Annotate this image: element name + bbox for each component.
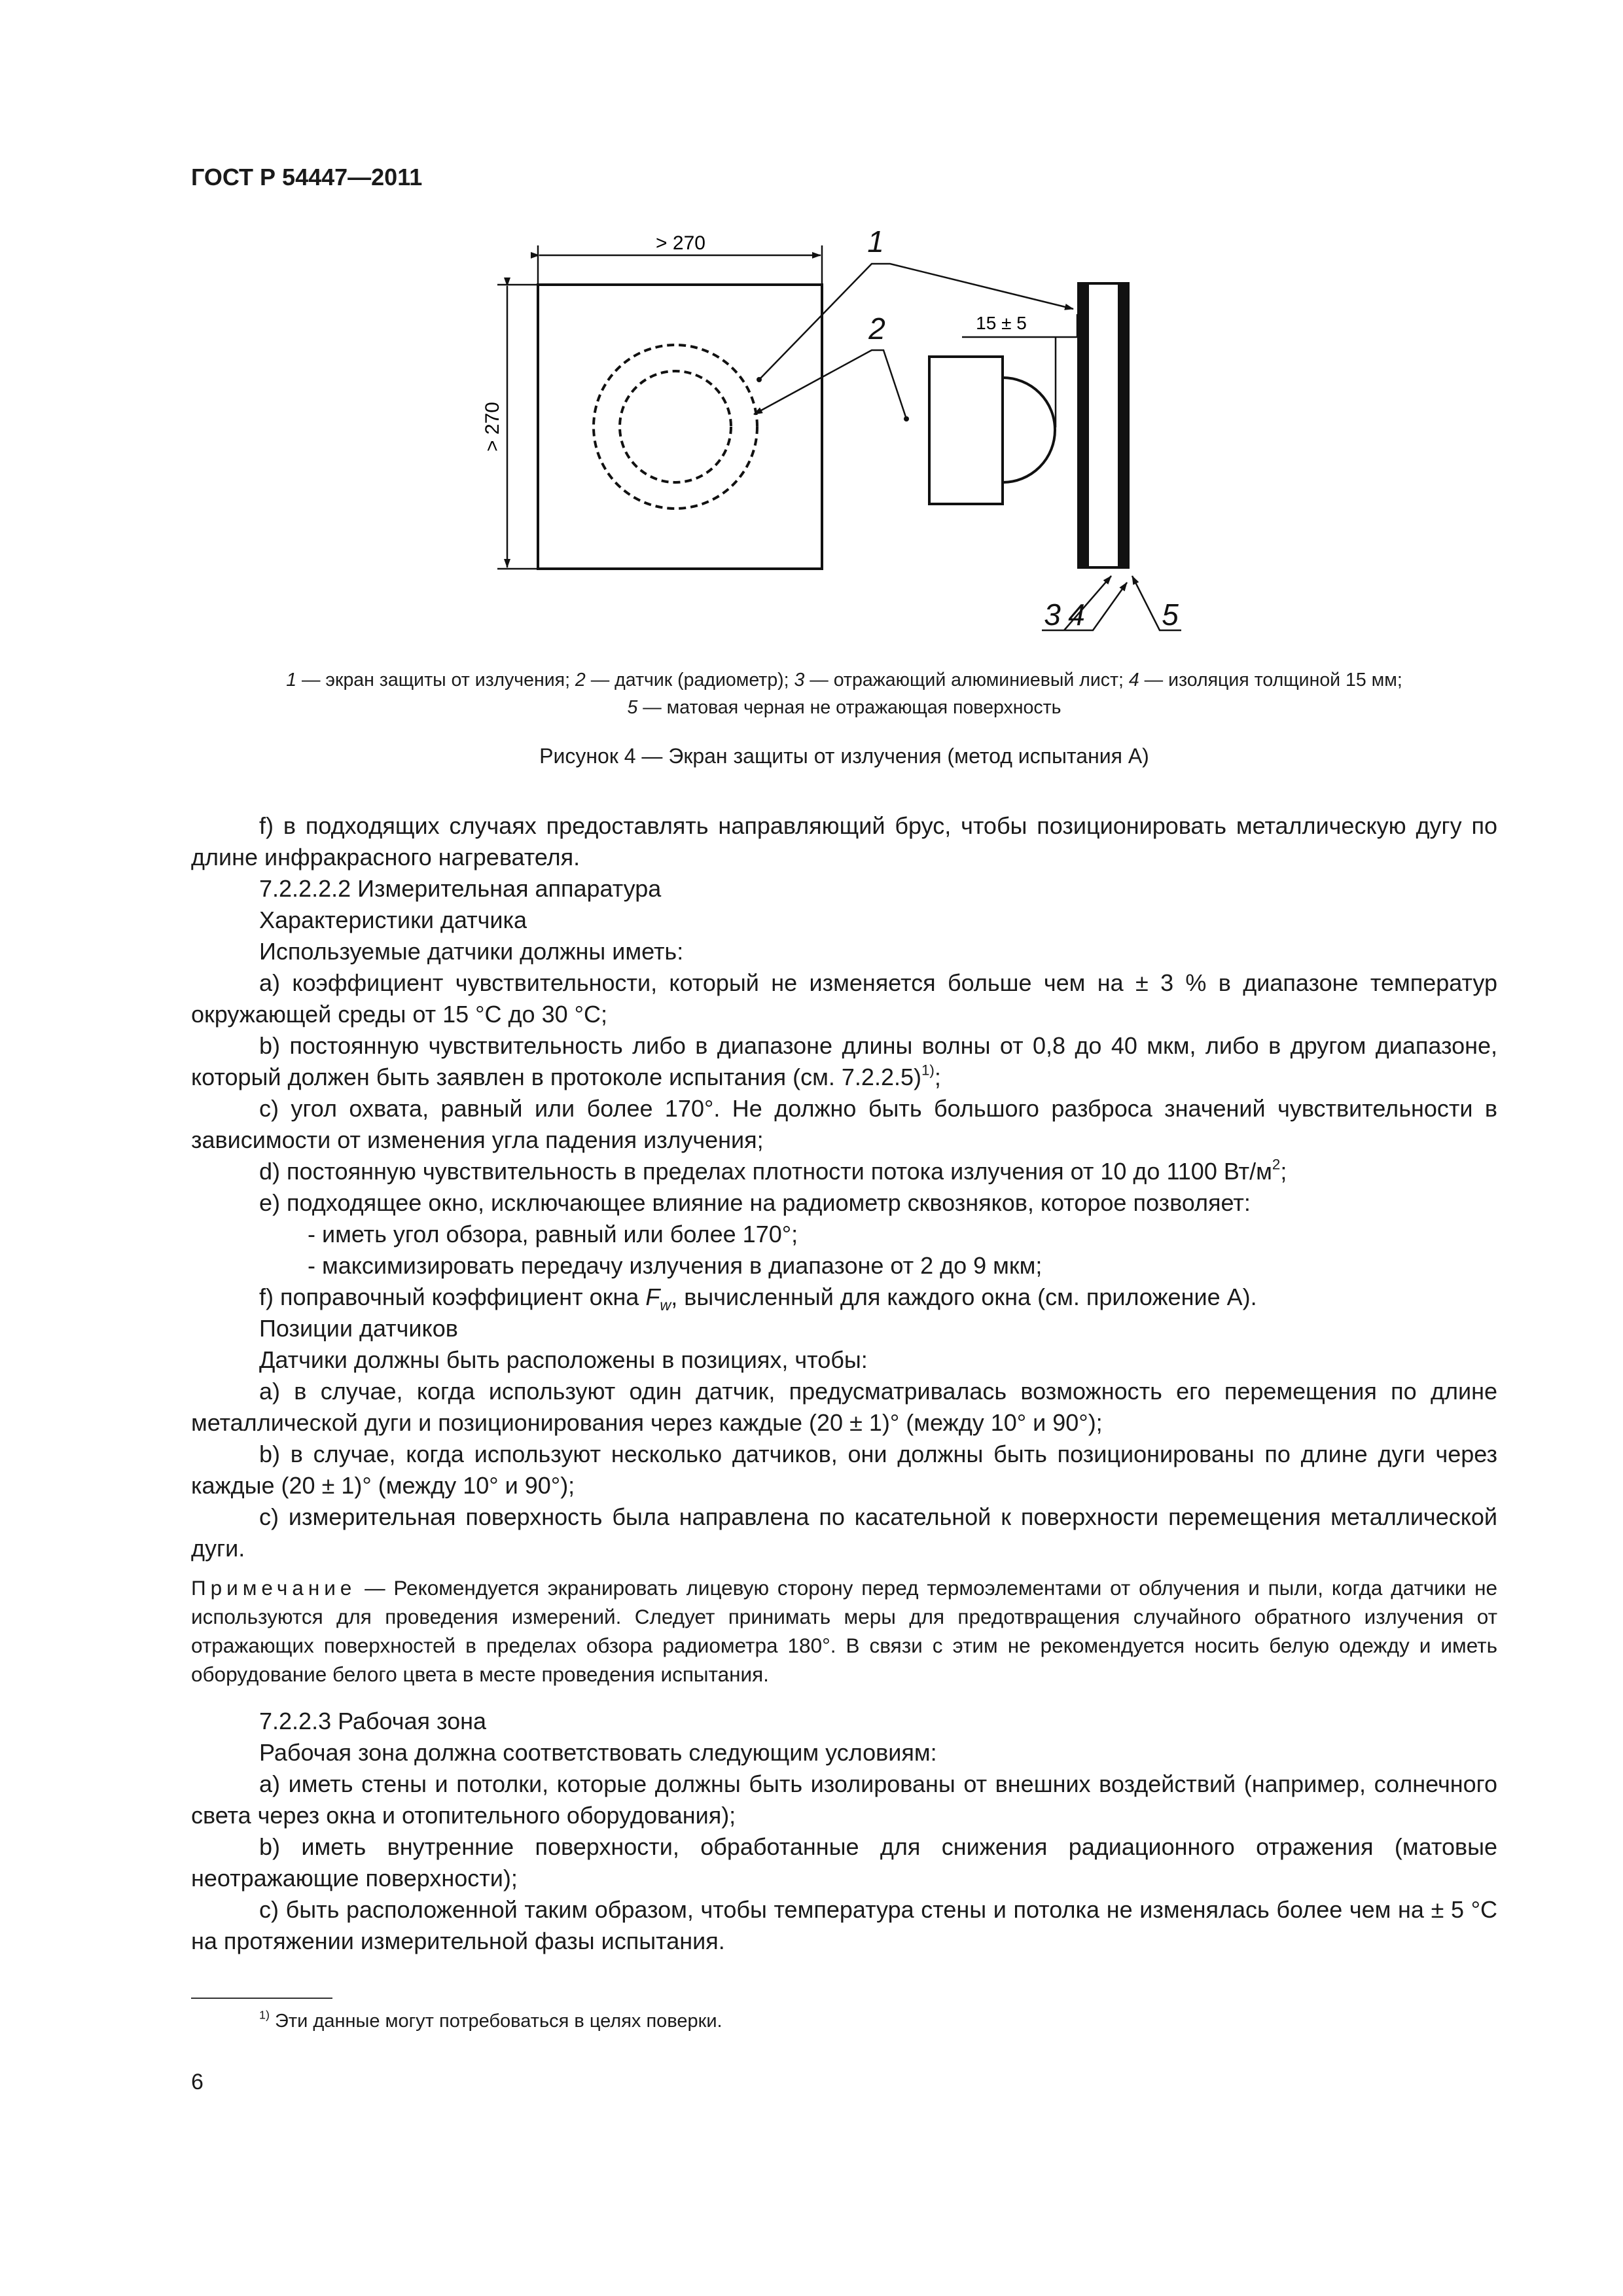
unit-exponent: 2 bbox=[1272, 1156, 1281, 1173]
outer-dashed-circle bbox=[594, 345, 757, 509]
screen-square bbox=[538, 285, 822, 569]
main-text bbox=[191, 810, 1497, 1957]
figure-drawing bbox=[471, 219, 1217, 651]
sensor-body bbox=[929, 357, 1003, 504]
document-header: ГОСТ Р 54447—2011 bbox=[191, 164, 423, 190]
legend-num-5: 5 bbox=[627, 697, 638, 718]
figure-radiation-screen bbox=[471, 219, 1217, 651]
list-item-f-post: , вычисленный для каждого окна (см. приложение А). bbox=[671, 1283, 1257, 1310]
zone-item-c: с) быть расположенной таким образом, чтобы температура стены и потолка не изменялась более чем на ± 5 °С на протяжении измерительной фазы испытания. bbox=[191, 1896, 1497, 1954]
list-item-b-end: ; bbox=[934, 1064, 941, 1090]
footnote-text: Эти данные могут потребоваться в целях поверки. bbox=[269, 2011, 722, 2032]
position-item-b: b) в случае, когда используют несколько датчиков, они должны быть позиционированы по длине дуги через каждые (20 ± 1)° (между 10° и 90°); bbox=[191, 1441, 1497, 1499]
note bbox=[191, 1573, 1497, 1689]
zone-item-b: b) иметь внутренние поверхности, обработанные для снижения радиационного отражения (матовые неотражающие поверхности); bbox=[191, 1833, 1497, 1892]
list-item-e-dash-2: - максимизировать передачу излучения в диапазоне от 2 до 9 мкм; bbox=[308, 1252, 1043, 1279]
paragraph-guide-bar: f) в подходящих случаях предоставлять направляющий брус, чтобы позиционировать металлическую дугу по длине инфракрасного нагревателя. bbox=[191, 812, 1497, 870]
note-text: — Рекомендуется экранировать лицевую сторону перед термоэлементами от облучения и пыли, когда датчики не используются для проведения измерений. Следует принимать меры для предотвращения случайного обратного излучения от отражающих поверхностей в пределах обзора радиометра 180°. В связи с этим не рекомендуется носить белую одежду и иметь оборудование белого цвета в месте проведения испытания. bbox=[191, 1576, 1497, 1686]
legend-num-4: 4 bbox=[1128, 670, 1139, 691]
label-2: 2 bbox=[868, 312, 885, 346]
list-item-e: е) подходящее окно, исключающее влияние на радиометр сквозняков, которое позволяет: bbox=[259, 1189, 1251, 1216]
reflective-layer bbox=[1079, 283, 1088, 567]
dim-gap-label: 15 ± 5 bbox=[976, 313, 1027, 333]
position-item-c: с) измерительная поверхность была направлена по касательной к поверхности перемещения металлической дуги. bbox=[191, 1503, 1497, 1562]
label-5: 5 bbox=[1162, 598, 1179, 632]
list-item-e-dash-1: - иметь угол обзора, равный или более 170°; bbox=[308, 1221, 798, 1247]
list-item-a: а) коэффициент чувствительности, который не изменяется больше чем на ± 3 % в диапазоне температур окружающей среды от 15 °С до 30 °С; bbox=[191, 969, 1497, 1028]
window-factor-symbol: F bbox=[645, 1283, 660, 1310]
zone-item-a: а) иметь стены и потолки, которые должны быть изолированы от внешних воздействий (например, солнечного света через окна и отопительного оборудования); bbox=[191, 1770, 1497, 1829]
label-1: 1 bbox=[867, 224, 884, 259]
sensor-dome bbox=[1003, 378, 1055, 482]
footnote-mark: 1) bbox=[259, 2008, 270, 2022]
legend-num-1: 1 bbox=[286, 670, 297, 691]
note-label: Примечание bbox=[191, 1576, 357, 1600]
list-item-d bbox=[191, 1156, 1497, 1187]
paragraph-positions: Датчики должны быть расположены в позициях, чтобы: bbox=[259, 1346, 868, 1373]
paragraph-sensors-must: Используемые датчики должны иметь: bbox=[259, 938, 684, 965]
list-item-d-text: d) постоянную чувствительность в пределах плотности потока излучения от 10 до 1100 Вт/м bbox=[259, 1158, 1272, 1185]
section-heading-7-2-2-3: 7.2.2.3 Рабочая зона bbox=[259, 1708, 487, 1734]
legend-num-2: 2 bbox=[575, 670, 586, 691]
section-heading-7-2-2-2-2: 7.2.2.2.2 Измерительная аппаратура bbox=[259, 875, 662, 902]
footnote-ref[interactable]: 1) bbox=[921, 1062, 935, 1079]
figure-caption: Рисунок 4 — Экран защиты от излучения (метод испытания А) bbox=[539, 744, 1149, 768]
legend-num-3: 3 bbox=[794, 670, 805, 691]
list-item-c: с) угол охвата, равный или более 170°. Не должно быть большого разброса значений чувствительности в зависимости от изменения угла падения излучения; bbox=[191, 1095, 1497, 1153]
window-factor-subscript: w bbox=[660, 1297, 671, 1314]
legend-text-4: — изоляция толщиной 15 мм; bbox=[1139, 670, 1402, 691]
list-item-b-text: b) постоянную чувствительность либо в диапазоне длины волны от 0,8 до 40 мкм, либо в другом диапазоне, который должен быть заявлен в протоколе испытания (см. 7.2.2.5) bbox=[191, 1032, 1497, 1090]
legend-text-3: — отражающий алюминиевый лист; bbox=[804, 670, 1129, 691]
insulation-layer bbox=[1088, 283, 1119, 567]
subheading-sensor-positions: Позиции датчиков bbox=[259, 1315, 458, 1342]
figure-legend bbox=[191, 666, 1497, 721]
legend-text-1: — экран защиты от излучения; bbox=[296, 670, 575, 691]
list-item-b bbox=[191, 1030, 1497, 1093]
inner-dashed-circle bbox=[620, 371, 731, 482]
position-item-a: а) в случае, когда используют один датчик, предусматривалась возможность его перемещения по длине металлической дуги и позиционирования через каждые (20 ± 1)° (между 10° и 90°); bbox=[191, 1378, 1497, 1436]
legend-text-5: — матовая черная не отражающая поверхность bbox=[637, 697, 1061, 718]
footnote-divider bbox=[191, 1998, 332, 1999]
dim-height-label: > 270 bbox=[482, 402, 503, 452]
paragraph-working-zone: Рабочая зона должна соответствовать следующим условиям: bbox=[259, 1739, 937, 1766]
page-number: 6 bbox=[191, 2070, 204, 2094]
matte-black-layer bbox=[1119, 283, 1128, 567]
label-4: 4 bbox=[1068, 598, 1085, 632]
label-3: 3 bbox=[1044, 598, 1061, 632]
list-item-d-end: ; bbox=[1280, 1158, 1287, 1185]
legend-text-2: — датчик (радиометр); bbox=[585, 670, 794, 691]
footnote bbox=[259, 2008, 722, 2032]
list-item-f bbox=[191, 1282, 1497, 1313]
list-item-f-pre: f) поправочный коэффициент окна bbox=[259, 1283, 646, 1310]
dim-width-label: > 270 bbox=[656, 232, 705, 254]
subheading-sensor-characteristics: Характеристики датчика bbox=[259, 906, 527, 933]
